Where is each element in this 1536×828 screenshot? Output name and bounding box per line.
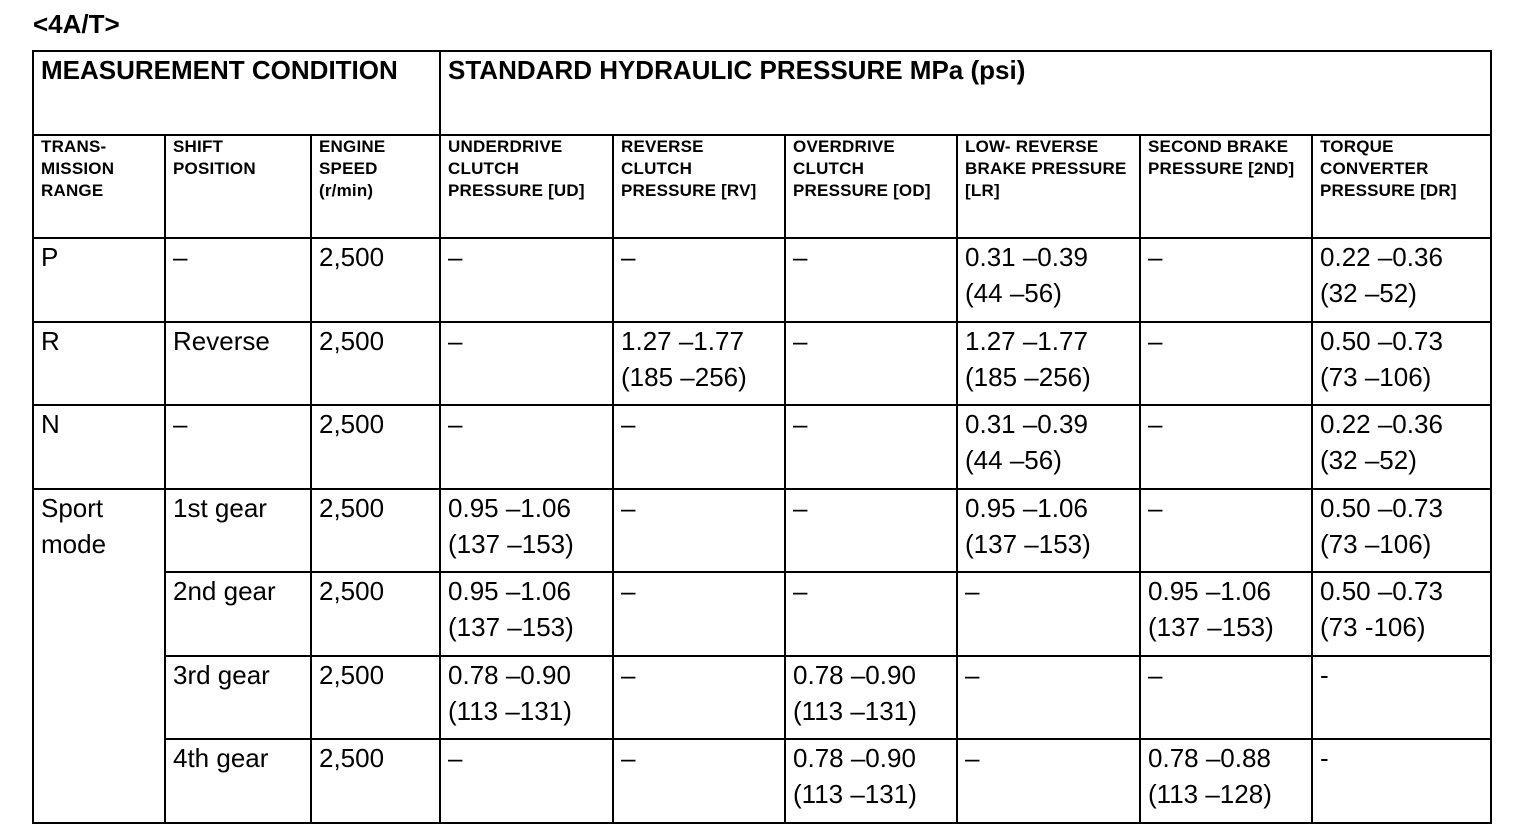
cell-value-line: 0.50 –0.73	[1320, 576, 1443, 606]
cell-speed: 2,500	[311, 739, 440, 823]
cell-range: N	[33, 405, 165, 489]
cell-range: P	[33, 238, 165, 322]
cell-value-line: (137 –153)	[965, 528, 1091, 559]
table-row	[33, 322, 1491, 406]
table-row	[33, 572, 1491, 656]
column-header-lr: LOW- REVERSE BRAKE PRESSURE [LR]	[957, 135, 1140, 238]
cell-od	[785, 322, 957, 406]
cell-speed: 2,500	[311, 238, 440, 322]
cell-value-line: (44 –56)	[965, 278, 1062, 308]
cell-value-line: (137 –153)	[1148, 612, 1274, 642]
cell-shift: 1st gear	[165, 489, 311, 573]
cell-dr	[1312, 656, 1491, 740]
cell-value-line: 0.50 –0.73	[1320, 325, 1443, 356]
cell-value-line: –	[448, 743, 463, 773]
cell-rv	[613, 322, 785, 406]
cell-value-line: (185 –256)	[965, 361, 1091, 392]
cell-rv	[613, 572, 785, 656]
cell-value-line: 0.78 –0.90	[793, 659, 916, 690]
cell-shift: –	[165, 238, 311, 322]
cell-od	[785, 572, 957, 656]
table-row	[33, 739, 1491, 823]
cell-value-line: 0.78 –0.90	[448, 659, 571, 690]
table-row	[33, 238, 1491, 322]
cell-value-line: (113 –131)	[793, 695, 917, 726]
cell-value-line: –	[965, 659, 980, 690]
cell-value-line: –	[621, 492, 636, 523]
cell-od	[785, 238, 957, 322]
column-header-ud: UNDERDRIVE CLUTCH PRESSURE [UD]	[440, 135, 613, 238]
cell-shift: –	[165, 405, 311, 489]
cell-value-line: –	[793, 242, 808, 272]
cell-lr	[957, 322, 1140, 406]
cell-value-line: –	[793, 576, 808, 606]
cell-value-line: (113 –131)	[793, 779, 917, 809]
cell-ud	[440, 656, 613, 740]
cell-lr	[957, 489, 1140, 573]
cell-od	[785, 739, 957, 823]
cell-value-line: (73 -106)	[1320, 612, 1426, 642]
cell-value-line: 0.95 –1.06	[448, 576, 571, 606]
cell-dr	[1312, 739, 1491, 823]
cell-ud	[440, 405, 613, 489]
cell-speed: 2,500	[311, 489, 440, 573]
cell-value-line: 0.22 –0.36	[1320, 409, 1443, 439]
cell-shift: 2nd gear	[165, 572, 311, 656]
cell-rv	[613, 739, 785, 823]
table-row	[33, 489, 1491, 573]
cell-value-line: (32 –52)	[1320, 278, 1417, 308]
cell-od	[785, 405, 957, 489]
cell-value-line: –	[448, 325, 463, 356]
cell-value-line: –	[1148, 242, 1163, 272]
cell-value-line: –	[621, 242, 636, 272]
cell-dr	[1312, 405, 1491, 489]
cell-second	[1140, 489, 1312, 573]
column-header-od: OVERDRIVE CLUTCH PRESSURE [OD]	[785, 135, 957, 238]
cell-value-line: (113 –128)	[1148, 779, 1272, 809]
cell-value-line: (137 –153)	[448, 528, 574, 559]
column-header-shift: SHIFT POSITION	[165, 135, 311, 238]
cell-value-line: –	[1148, 659, 1163, 690]
cell-value-line: –	[621, 743, 636, 773]
group-header-row	[33, 51, 1491, 135]
cell-value-line: 0.31 –0.39	[965, 409, 1088, 439]
cell-value-line: 0.95 –1.06	[965, 492, 1088, 523]
cell-value-line: 0.50 –0.73	[1320, 492, 1443, 523]
column-header-second: SECOND BRAKE PRESSURE [2ND]	[1140, 135, 1312, 238]
cell-speed: 2,500	[311, 572, 440, 656]
cell-second	[1140, 238, 1312, 322]
table-row	[33, 405, 1491, 489]
cell-value-line: –	[621, 409, 636, 439]
cell-speed: 2,500	[311, 656, 440, 740]
cell-value-line: –	[1148, 325, 1163, 356]
cell-ud	[440, 739, 613, 823]
cell-range: Sport mode	[33, 489, 165, 823]
cell-rv	[613, 238, 785, 322]
cell-ud	[440, 572, 613, 656]
standard-pressure-header: STANDARD HYDRAULIC PRESSURE MPa (psi)	[440, 51, 1491, 135]
cell-ud	[440, 489, 613, 573]
cell-value-line: 0.78 –0.88	[1148, 743, 1271, 773]
cell-shift: Reverse	[165, 322, 311, 406]
cell-value-line: 1.27 –1.77	[621, 325, 744, 356]
cell-second	[1140, 572, 1312, 656]
table-row	[33, 656, 1491, 740]
cell-od	[785, 656, 957, 740]
cell-rv	[613, 489, 785, 573]
cell-lr	[957, 405, 1140, 489]
cell-rv	[613, 656, 785, 740]
cell-value-line: –	[793, 409, 808, 439]
cell-value-line: 0.95 –1.06	[448, 492, 571, 523]
cell-second	[1140, 322, 1312, 406]
cell-rv	[613, 405, 785, 489]
cell-value-line: –	[621, 659, 636, 690]
cell-second	[1140, 739, 1312, 823]
cell-dr	[1312, 238, 1491, 322]
cell-second	[1140, 405, 1312, 489]
cell-od	[785, 489, 957, 573]
cell-value-line: (32 –52)	[1320, 445, 1417, 475]
cell-value-line: 1.27 –1.77	[965, 325, 1088, 356]
cell-dr	[1312, 572, 1491, 656]
cell-value-line: –	[965, 743, 980, 773]
cell-value-line: –	[448, 409, 463, 439]
cell-value-line: 0.22 –0.36	[1320, 242, 1443, 272]
hydraulic-pressure-table	[32, 50, 1492, 824]
cell-value-line: (73 –106)	[1320, 528, 1432, 559]
cell-value-line: –	[965, 576, 980, 606]
cell-lr	[957, 572, 1140, 656]
column-header-row	[33, 135, 1491, 238]
cell-lr	[957, 656, 1140, 740]
cell-value-line: 0.78 –0.90	[793, 743, 916, 773]
cell-value-line: –	[621, 576, 636, 606]
cell-value-line: (73 –106)	[1320, 361, 1432, 392]
cell-value-line: (185 –256)	[621, 361, 747, 392]
cell-shift: 3rd gear	[165, 656, 311, 740]
cell-lr	[957, 739, 1140, 823]
document-title: <4A/T>	[33, 9, 120, 39]
cell-speed: 2,500	[311, 322, 440, 406]
measurement-condition-header: MEASUREMENT CONDITION	[33, 51, 440, 135]
cell-ud	[440, 322, 613, 406]
cell-value-line: –	[793, 325, 808, 356]
cell-lr	[957, 238, 1140, 322]
cell-range: R	[33, 322, 165, 406]
cell-value-line: 0.95 –1.06	[1148, 576, 1271, 606]
cell-value-line: –	[448, 242, 463, 272]
cell-value-line: –	[793, 492, 808, 523]
cell-ud	[440, 238, 613, 322]
cell-second	[1140, 656, 1312, 740]
column-header-range: TRANS- MISSION RANGE	[33, 135, 165, 238]
cell-value-line: (137 –153)	[448, 612, 574, 642]
cell-value-line: -	[1320, 743, 1329, 773]
column-header-rv: REVERSE CLUTCH PRESSURE [RV]	[613, 135, 785, 238]
cell-shift: 4th gear	[165, 739, 311, 823]
cell-dr	[1312, 489, 1491, 573]
cell-value-line: 0.31 –0.39	[965, 242, 1088, 272]
cell-value-line: (44 –56)	[965, 445, 1062, 475]
column-header-dr: TORQUE CONVERTER PRESSURE [DR]	[1312, 135, 1491, 238]
cell-speed: 2,500	[311, 405, 440, 489]
cell-value-line: –	[1148, 492, 1163, 523]
cell-value-line: -	[1320, 659, 1329, 690]
column-header-speed: ENGINE SPEED (r/min)	[311, 135, 440, 238]
cell-value-line: (113 –131)	[448, 695, 572, 726]
cell-dr	[1312, 322, 1491, 406]
cell-value-line: –	[1148, 409, 1163, 439]
